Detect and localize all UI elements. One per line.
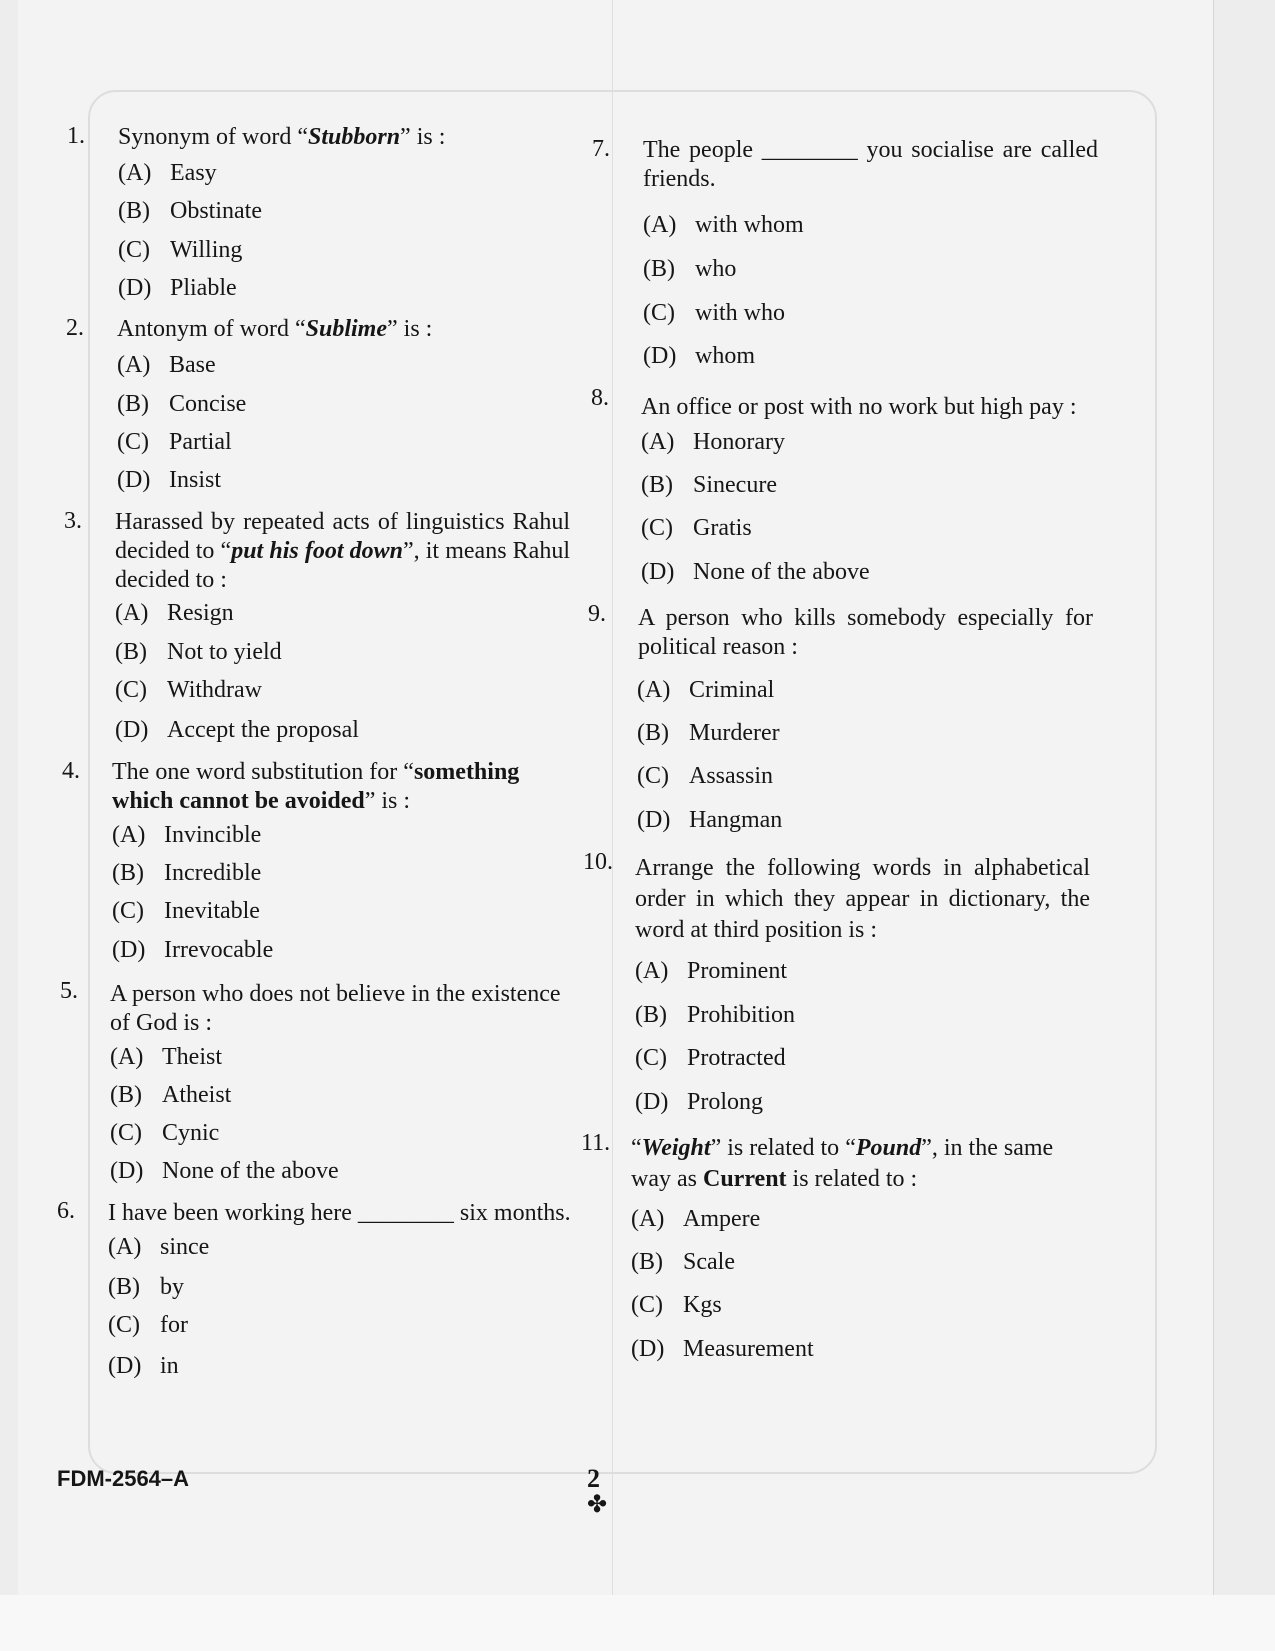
q7-option-d: (D) whom	[643, 343, 755, 369]
footer-mark-icon: ✤	[587, 1492, 608, 1518]
question-9-number: 9.	[588, 601, 606, 627]
q10-option-c: (C) Protracted	[635, 1045, 786, 1071]
q5-option-c: (C) Cynic	[110, 1120, 220, 1146]
q6-option-c: (C) for	[108, 1312, 188, 1338]
column-divider	[612, 0, 613, 1595]
question-10-text: Arrange the following words in alphabetical order in which they appear in dictionary, the word at third position is :	[635, 855, 1090, 943]
q1-option-d: (D) Pliable	[118, 275, 237, 301]
q5-option-d: (D) None of the above	[110, 1158, 339, 1184]
q8-option-b: (B) Sinecure	[641, 472, 777, 498]
question-7-number: 7.	[592, 136, 610, 162]
question-7-text: The people ________ you socialise are called friends.	[643, 137, 1098, 192]
q6-option-b: (B) by	[108, 1274, 184, 1300]
question-2-number: 2.	[66, 315, 84, 341]
q8-option-d: (D) None of the above	[641, 559, 870, 585]
q9-option-b: (B) Murderer	[637, 720, 780, 746]
q2-option-c: (C) Partial	[117, 429, 232, 455]
q1-option-b: (B) Obstinate	[118, 198, 262, 224]
q6-option-d: (D) in	[108, 1353, 179, 1379]
question-6-text: I have been working here ________ six months.	[108, 1200, 571, 1226]
q5-option-b: (B) Atheist	[110, 1082, 232, 1108]
q4-option-d: (D) Irrevocable	[112, 937, 274, 963]
q3-option-c: (C) Withdraw	[115, 677, 263, 703]
q9-option-c: (C) Assassin	[637, 763, 774, 789]
q3-option-b: (B) Not to yield	[115, 639, 282, 665]
q2-option-d: (D) Insist	[117, 467, 222, 493]
q2-option-b: (B) Concise	[117, 391, 247, 417]
question-3-text: Harassed by repeated acts of linguistics Rahul decided to “put his foot down”, it means Rahul decided to :	[115, 509, 570, 593]
q3-option-d: (D) Accept the proposal	[115, 717, 359, 743]
q11-option-d: (D) Measurement	[631, 1336, 814, 1362]
question-4-number: 4.	[62, 758, 80, 784]
page-number: 2	[587, 1464, 600, 1493]
question-4-text: The one word substitution for “something which cannot be avoided” is :	[112, 759, 520, 814]
q7-option-c: (C) with who	[643, 300, 785, 326]
question-3-number: 3.	[64, 508, 82, 534]
question-5-number: 5.	[60, 978, 78, 1004]
q7-option-a: (A) with whom	[643, 212, 804, 238]
q2-option-a: (A) Base	[117, 352, 216, 378]
q4-option-c: (C) Inevitable	[112, 898, 260, 924]
q10-option-a: (A) Prominent	[635, 958, 787, 984]
question-1-text: Synonym of word “Stubborn” is :	[118, 124, 446, 150]
q1-option-a: (A) Easy	[118, 160, 217, 186]
question-5-text: A person who does not believe in the existence of God is :	[110, 981, 561, 1036]
question-11-text: “Weight” is related to “Pound”, in the same way as Current is related to :	[631, 1135, 1054, 1192]
q5-option-a: (A) Theist	[110, 1044, 222, 1070]
question-9-text: A person who kills somebody especially for political reason :	[638, 605, 1093, 660]
question-6-number: 6.	[57, 1198, 75, 1224]
question-8-number: 8.	[591, 385, 609, 411]
q4-option-b: (B) Incredible	[112, 860, 262, 886]
q9-option-a: (A) Criminal	[637, 677, 775, 703]
question-2-text: Antonym of word “Sublime” is :	[117, 316, 433, 342]
q7-option-b: (B) who	[643, 256, 737, 282]
q1-option-c: (C) Willing	[118, 237, 243, 263]
q11-option-b: (B) Scale	[631, 1249, 735, 1275]
q10-option-d: (D) Prolong	[635, 1089, 764, 1115]
q9-option-d: (D) Hangman	[637, 807, 783, 833]
question-10-number: 10.	[583, 849, 613, 875]
q3-option-a: (A) Resign	[115, 600, 234, 626]
booklet-code: FDM-2564–A	[57, 1466, 190, 1491]
question-8-text: An office or post with no work but high pay :	[641, 394, 1077, 420]
q4-option-a: (A) Invincible	[112, 822, 262, 848]
q10-option-b: (B) Prohibition	[635, 1002, 796, 1028]
scan-margin	[0, 1595, 1275, 1651]
question-1-number: 1.	[67, 123, 85, 149]
q8-option-a: (A) Honorary	[641, 429, 785, 455]
q11-option-c: (C) Kgs	[631, 1292, 722, 1318]
q11-option-a: (A) Ampere	[631, 1206, 761, 1232]
q8-option-c: (C) Gratis	[641, 515, 752, 541]
q6-option-a: (A) since	[108, 1234, 210, 1260]
question-11-number: 11.	[581, 1130, 611, 1156]
